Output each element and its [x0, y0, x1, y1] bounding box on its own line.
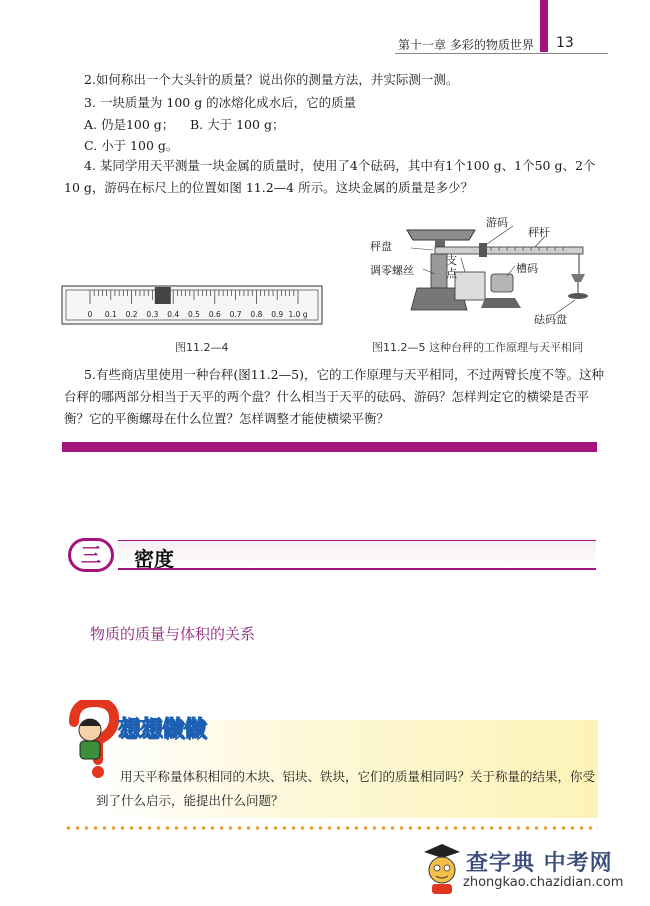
label-adjust-screw: 调零螺丝: [370, 264, 414, 277]
section-title-underline: [118, 568, 596, 570]
watermark-logo-text: 查字典 中考网: [466, 851, 613, 876]
ruler-tick-label: 0.2: [125, 310, 138, 319]
label-pan: 秤盘: [370, 240, 392, 253]
ruler-tick-label: 0.8: [250, 310, 263, 319]
activity-text: 用天平称量体积相同的木块、铝块、铁块，它们的质量相同吗？关于称量的结果，你受到了什么启示，能提出什么问题？: [96, 769, 596, 808]
subheading: 物质的质量与体积的关系: [90, 625, 256, 643]
question-2: 2.如何称出一个大头针的质量？说出你的测量方法，并实际测一测。: [84, 72, 459, 87]
label-weight-pan: 砝码盘: [534, 313, 567, 326]
platform-scale-figure: [395, 214, 605, 330]
ruler-tick-label: 1.0 g: [288, 310, 308, 319]
figure-5-caption: 图11.2—5 这种台秤的工作原理与天平相同: [372, 341, 583, 354]
weight-pan: [568, 293, 588, 299]
section-title: 密度: [134, 547, 174, 571]
label-slot-weight: 槽码: [516, 262, 538, 275]
ruler-rider: [155, 287, 171, 304]
ruler-tick-label: 0: [87, 310, 93, 319]
mascot-logo-icon: [420, 840, 464, 896]
ruler-tick-label: 0.7: [229, 310, 242, 319]
ruler-tick-label: 0.1: [104, 310, 117, 319]
label-pivot: 支点: [446, 254, 457, 280]
ruler-tick-label: 0.3: [146, 310, 159, 319]
section-title-bar: [118, 540, 596, 570]
chapter-title: 第十一章 多彩的物质世界: [398, 38, 534, 52]
header-accent-bar: [540, 0, 548, 52]
ruler-tick-label: 0.6: [208, 310, 221, 319]
ruler-tick-label: 0.4: [167, 310, 180, 319]
scale-pan: [407, 230, 475, 240]
question-4: 4. 某同学用天平测量一块金属的质量时，使用了4个砝码，其中有1个100 g、1个50 g、2个10 g，游码在标尺上的位置如图 11.2—4 所示。这块金属的质量是多少？: [64, 158, 596, 195]
section-number-badge: 三: [68, 538, 114, 572]
label-rider: 游码: [486, 216, 508, 229]
question-3: 3. 一块质量为 100 g 的冰熔化成水后，它的质量: [84, 95, 357, 110]
ruler-tick-label: 0.9: [271, 310, 284, 319]
scale-beam: [435, 247, 583, 254]
weight-rest: [481, 298, 521, 308]
slot-weight: [491, 274, 513, 292]
question-3-option-a: A. 仍是100 g；: [84, 117, 175, 132]
hanger-hook: [571, 274, 585, 282]
scale-column: [431, 254, 447, 288]
figure-4-caption: 图11.2—4: [175, 341, 229, 354]
label-beam: 秤杆: [528, 226, 550, 239]
question-3-option-c: C. 小于 100 g。: [84, 138, 179, 153]
beam-rider: [479, 243, 487, 257]
watermark-url: zhongkao.chazidian.com: [463, 875, 624, 890]
ruler-tick-label: 0.5: [188, 310, 200, 319]
section-divider: [62, 442, 597, 452]
activity-title: 想想做做: [118, 717, 207, 742]
dotted-divider: [64, 826, 598, 830]
question-5: 5.有些商店里使用一种台秤(图11.2—5)，它的工作原理与天平相同，不过两臂长度不等。这种台秤的哪两部分相当于天平的两个盘？什么相当于天平的砝码、游码？怎样判定它的横梁是否平衡？它的平衡螺母在什么位置？怎样调整才能使横梁平衡？: [64, 367, 604, 426]
ruler-figure: [60, 282, 326, 330]
header-rule: [395, 53, 608, 54]
section-title-topline: [118, 540, 596, 541]
question-3-option-b: B. 大于 100 g；: [190, 117, 285, 132]
pivot-housing: [455, 272, 485, 300]
page-number: 13: [556, 35, 574, 51]
